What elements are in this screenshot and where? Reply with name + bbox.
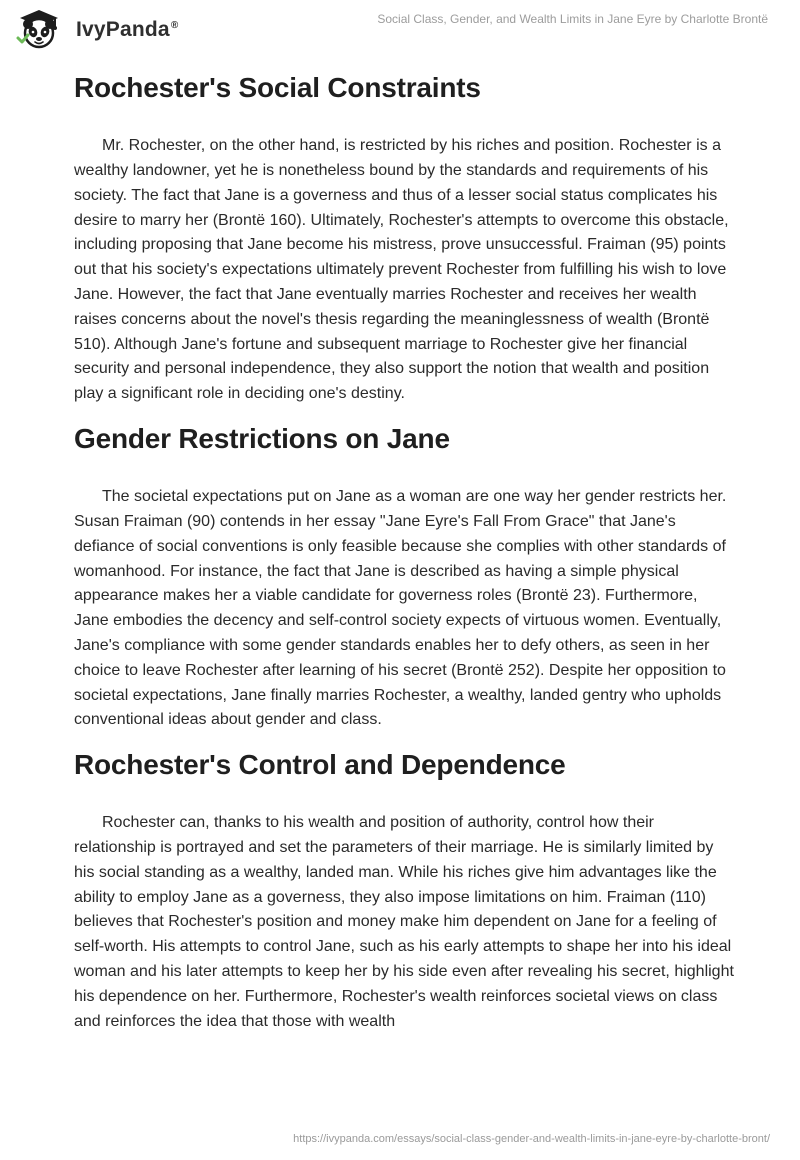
brand-logo[interactable] <box>14 8 178 50</box>
source-url-link[interactable]: https://ivypanda.com/essays/social-class-gender-and-wealth-limits-in-jane-eyre-by-charlotte-bront/ <box>293 1132 770 1145</box>
registered-mark: ® <box>170 19 179 31</box>
panda-logo-icon <box>14 8 68 50</box>
document-title: Social Class, Gender, and Wealth Limits in Jane Eyre by Charlotte Brontë <box>377 12 768 26</box>
section-heading: Rochester's Social Constraints <box>74 72 481 103</box>
section-rochesters-social-constraints <box>74 72 734 407</box>
article-content <box>74 72 734 1034</box>
section-paragraph: Rochester can, thanks to his wealth and position of authority, control how their relationship is portrayed and set the parameters of their marriage. He is similarly limited by his social standing as a wealthy, landed man. While his riches give him advantages like the ability to employ Jane as a governess, they also impose limitations on him. Fraiman (110) believes that Rochester's position and money make him dependent on Jane for a feeling of self-worth. His attempts to control Jane, such as his early attempts to shape her into his ideal woman and his later attempts to keep her by his side even after revealing his secret, highlight his dependence on her. Furthermore, Rochester's wealth reinforces societal views on class and reinforces the idea that those with wealth <box>74 814 734 1030</box>
page-header <box>0 0 800 60</box>
section-rochesters-control-and-dependence <box>74 749 734 1034</box>
section-heading: Gender Restrictions on Jane <box>74 422 450 454</box>
section-paragraph: Mr. Rochester, on the other hand, is restricted by his riches and position. Rochester is a wealthy landowner, yet he is nonetheless bound by the standards and requirements of his society. The fact that Jane is a governess and thus of a lesser social status complicates his desire to marry her (Brontë 160). Ultimately, Rochester's attempts to overcome this obstacle, including proposing that Jane become his mistress, prove unsuccessful. Fraiman (95) points out that his society's expectations ultimately prevent Rochester from fulfilling his wish to love Jane. However, the fact that Jane eventually marries Rochester and receives her wealth raises concerns about the novel's thesis regarding the meaninglessness of wealth (Brontë 510). Although Jane's fortune and subsequent marriage to Rochester give her financial security and personal independence, they also support the notion that wealth and position play a significant role in deciding one's destiny. <box>74 137 729 403</box>
brand-name <box>76 19 178 40</box>
section-heading: Rochester's Control and Dependence <box>74 749 566 781</box>
section-gender-restrictions-on-jane <box>74 423 734 733</box>
brand-name-text: IvyPanda <box>76 17 170 41</box>
page-footer <box>293 1133 770 1146</box>
section-paragraph: The societal expectations put on Jane as a woman are one way her gender restricts her. Susan Fraiman (90) contends in her essay "Jane Eyre's Fall From Grace" that Jane's defiance of social conventions is only feasible because she complies with other standards of womanhood. For instance, the fact that Jane is described as having a simple physical appearance makes her a viable candidate for governess roles (Brontë 23). Furthermore, Jane embodies the decency and self-control society expects of virtuous women. Eventually, Jane's compliance with some gender standards enables her to defy others, as seen in her choice to leave Rochester after learning of his secret (Brontë 252). Despite her opposition to societal expectations, Jane finally marries Rochester, a wealthy, landed gentry who upholds conventional ideas about gender and class. <box>74 488 727 729</box>
